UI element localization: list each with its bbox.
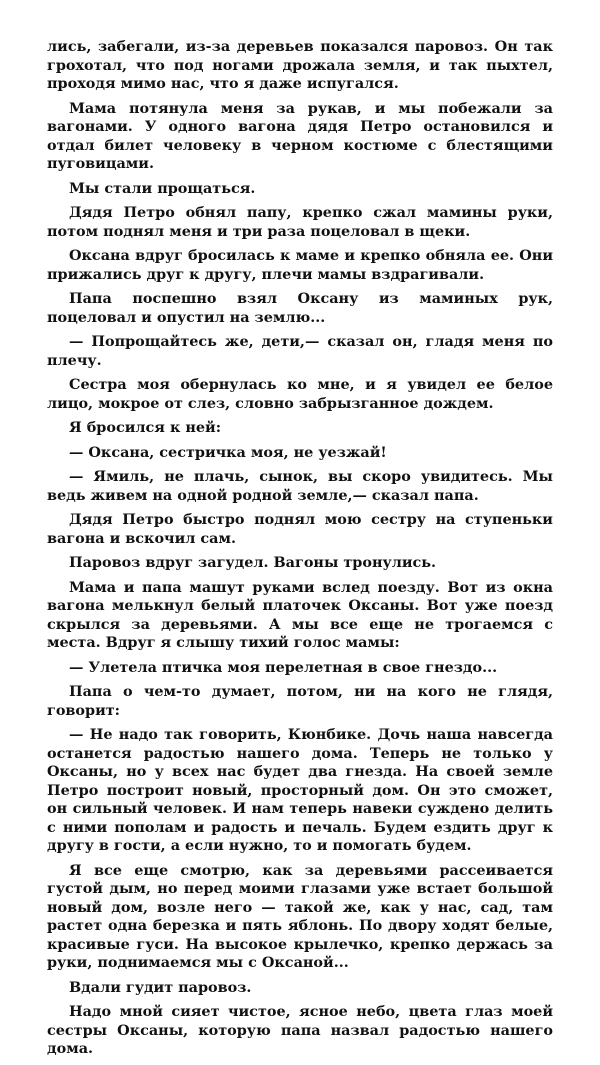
paragraph-5: Оксана вдруг бросилась к маме и крепко обняла ее. Они прижались друг к другу, плечи мамы вздрагивали. [47, 247, 553, 283]
page-text-body [47, 38, 553, 1065]
paragraph-2: Мама потянула меня за рукав, и мы побежали за вагонами. У одного вагона дядя Петро остановился и отдал билет человеку в черном костюме с блестящими пуговицами. [47, 99, 553, 172]
paragraph-6: Папа поспешно взял Оксану из маминых рук, поцеловал и опустил на землю... [47, 290, 553, 326]
paragraph-11: — Ямиль, не плачь, сынок, вы скоро увидитесь. Мы ведь живем на одной родной земле,— сказал папа. [47, 468, 553, 504]
paragraph-16: Папа о чем-то думает, потом, ни на кого не глядя, говорит: [47, 683, 553, 719]
paragraph-14: Мама и папа машут руками вслед поезду. Вот из окна вагона мелькнул белый платочек Оксаны. Вот уже поезд скрылся за деревьями. А мы все еще не трогаемся с места. Вдруг я слышу тихий голос мамы: [47, 578, 553, 651]
paragraph-1: лись, забегали, из-за деревьев показался паровоз. Он так грохотал, что под ногами дрожала земля, и так пыхтел, проходя мимо нас, что я даже испугался. [47, 38, 553, 92]
paragraph-9: Я бросился к ней: [69, 419, 222, 436]
paragraph-18: Я все еще смотрю, как за деревьями рассеивается густой дым, но перед моими глазами уже встает большой новый дом, возле него — такой же, как у нас, сад, там растет одна березка и пять яблонь. По двору ходят белые, красивые гуси. На высокое крылечко, крепко держась за руки, поднимаемся мы с Оксаной... [47, 861, 553, 971]
paragraph-8: Сестра моя обернулась ко мне, и я увидел ее белое лицо, мокрое от слез, словно забрызганное дождем. [47, 376, 553, 412]
paragraph-7: — Попрощайтесь же, дети,— сказал он, гладя меня по плечу. [47, 333, 553, 369]
paragraph-12: Дядя Петро быстро поднял мою сестру на ступеньки вагона и вскочил сам. [47, 511, 553, 547]
paragraph-3: Мы стали прощаться. [69, 179, 256, 197]
paragraph-17: — Не надо так говорить, Кюнбике. Дочь наша навсегда останется радостью нашего дома. Теперь не только у Оксаны, но у всех нас будет два гнезда. На своей земле Петро построит новый, просторный дом. Он это сможет, он сильный человек. И нам теперь навеки суждено делить с ними пополам и радость и печаль. Будем ездить друг к другу в гости, а если нужно, то и помогать будем. [47, 726, 553, 854]
paragraph-20: Надо мной сияет чистое, ясное небо, цвета глаз моей сестры Оксаны, которую папа назвал радостью нашего дома. [47, 1003, 553, 1057]
paragraph-10: — Оксана, сестричка моя, не уезжай! [69, 443, 387, 461]
paragraph-13: Паровоз вдруг загудел. Вагоны тронулись. [69, 554, 437, 571]
paragraph-4: Дядя Петро обнял папу, крепко сжал мамины руки, потом поднял меня и три раза поцеловал в щеки. [47, 204, 553, 240]
paragraph-19: Вдали гудит паровоз. [69, 978, 252, 996]
paragraph-15: — Улетела птичка моя перелетная в свое гнездо... [69, 658, 498, 676]
